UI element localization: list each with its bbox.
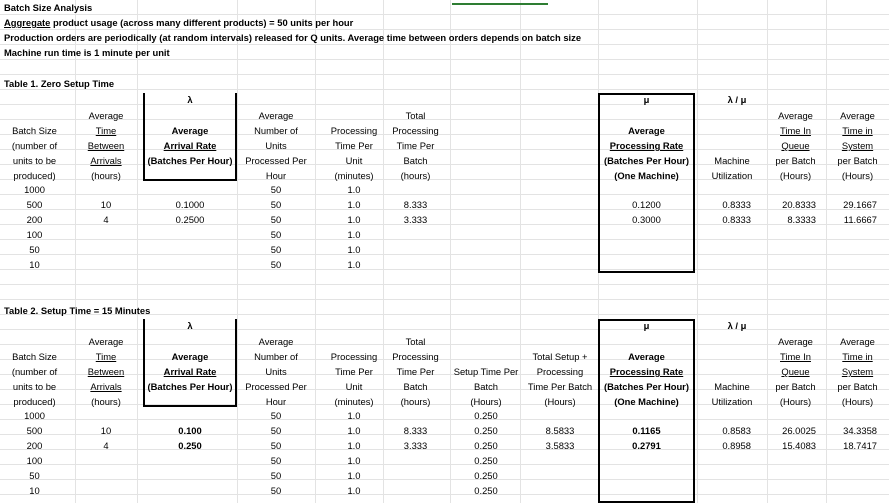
header-units-processed-line: Units bbox=[265, 140, 287, 151]
cell-tba: 10 bbox=[100, 425, 112, 436]
cell-ptu: 1.0 bbox=[347, 425, 361, 436]
header-avg-time-line: (hours) bbox=[91, 170, 121, 181]
cell-setup: 0.250 bbox=[474, 455, 498, 466]
cell-rate: 0.100 bbox=[178, 425, 202, 436]
header-proc-rate-line: (One Machine) bbox=[614, 170, 679, 181]
cell-util: 0.8958 bbox=[722, 440, 751, 451]
header-arrival-rate-line: (Batches Per Hour) bbox=[147, 381, 233, 392]
header-proc-rate-line: (One Machine) bbox=[614, 396, 679, 407]
header-total-proc-line: Total bbox=[405, 110, 426, 121]
cell-ptu: 1.0 bbox=[347, 485, 361, 496]
header-total-proc-line: Total bbox=[405, 336, 426, 347]
cell-prate: 0.2791 bbox=[632, 440, 661, 451]
header-units-processed-line: Average bbox=[258, 336, 294, 347]
cell-batch: 10 bbox=[29, 259, 40, 270]
cell-ptu: 1.0 bbox=[347, 410, 361, 421]
header-avg-time-line: Between bbox=[87, 140, 125, 151]
cell-wq: 15.4083 bbox=[782, 440, 816, 451]
cell-ptu: 1.0 bbox=[347, 440, 361, 451]
cell-tsp: 8.5833 bbox=[545, 425, 575, 436]
header-batch-size-line: produced) bbox=[13, 170, 56, 181]
cell-setup: 0.250 bbox=[474, 470, 498, 481]
header-system-time-line: Time in bbox=[842, 125, 873, 136]
header-avg-time-line: Average bbox=[88, 336, 124, 347]
cell-util: 0.8333 bbox=[722, 214, 751, 225]
cell-tba: 4 bbox=[103, 440, 109, 451]
table2-lambda-mu-symbol: λ / μ bbox=[727, 320, 747, 331]
cell-ptu: 1.0 bbox=[347, 455, 361, 466]
cell-batch: 50 bbox=[29, 470, 40, 481]
table1-lambda-box bbox=[143, 93, 237, 181]
header-queue-time-line: (Hours) bbox=[779, 170, 812, 181]
header-system-time-line: Time in bbox=[842, 351, 873, 362]
grid-row-line bbox=[0, 254, 889, 255]
header-proc-rate-line: (Batches Per Hour) bbox=[604, 155, 689, 166]
cell-setup: 0.250 bbox=[474, 410, 498, 421]
table2-lambda-box bbox=[143, 319, 237, 407]
grid-row-line bbox=[0, 89, 889, 90]
header-queue-time-line: Average bbox=[778, 336, 813, 347]
header-total-setup-proc-line: Processing bbox=[536, 366, 584, 377]
header-batch-size-line: Batch Size bbox=[12, 125, 57, 136]
table1-lambda-symbol: λ bbox=[187, 94, 193, 105]
header-avg-time-line: Arrivals bbox=[90, 155, 122, 166]
header-system-time-line: (Hours) bbox=[841, 170, 874, 181]
selected-cell-indicator bbox=[452, 0, 548, 5]
header-proc-time-unit-line: (minutes) bbox=[334, 170, 374, 181]
header-units-processed-line: Hour bbox=[265, 396, 287, 407]
header-system-time-line: System bbox=[841, 140, 874, 151]
header-arrival-rate-line: Average bbox=[171, 351, 209, 362]
header-total-proc-line: Processing bbox=[392, 125, 439, 136]
grid-row-line bbox=[0, 14, 889, 15]
grid-row-line bbox=[0, 419, 889, 420]
header-proc-time-unit-line: Processing bbox=[330, 125, 378, 136]
header-queue-time-line: per Batch bbox=[775, 381, 816, 392]
header-total-proc-line: Batch bbox=[403, 155, 428, 166]
header-utilization-line: Machine bbox=[714, 155, 750, 166]
production-orders-note: Production orders are periodically (at random intervals) released for Q units. Average time between orders depends on batch size bbox=[4, 32, 582, 43]
table1-mu-symbol: μ bbox=[643, 94, 650, 105]
header-units-processed-line: Processed Per bbox=[245, 381, 307, 392]
header-total-setup-proc-line: (Hours) bbox=[544, 396, 576, 407]
grid-row-line bbox=[0, 464, 889, 465]
cell-setup: 0.250 bbox=[474, 485, 498, 496]
grid-row-line bbox=[0, 239, 889, 240]
header-queue-time-line: Time In bbox=[780, 125, 811, 136]
header-proc-time-unit-line: Unit bbox=[345, 381, 363, 392]
header-total-proc-line: Time Per bbox=[396, 366, 435, 377]
table1-mu-box bbox=[598, 93, 695, 273]
aggregate-usage-note bbox=[4, 17, 353, 29]
header-proc-time-unit-line: Unit bbox=[345, 155, 363, 166]
header-units-processed-line: Number of bbox=[254, 351, 298, 362]
cell-tba: 10 bbox=[100, 199, 112, 210]
cell-batch: 500 bbox=[26, 199, 43, 210]
cell-batch: 10 bbox=[29, 485, 40, 496]
cell-ptu: 1.0 bbox=[347, 184, 361, 195]
header-queue-time-line: per Batch bbox=[775, 155, 816, 166]
cell-units: 50 bbox=[270, 425, 282, 436]
cell-batch: 50 bbox=[29, 244, 40, 255]
cell-units: 50 bbox=[270, 244, 282, 255]
header-queue-time-line: Queue bbox=[781, 140, 810, 151]
cell-ptu: 1.0 bbox=[347, 259, 361, 270]
cell-batch: 100 bbox=[26, 229, 43, 240]
header-batch-size-line: Batch Size bbox=[12, 351, 57, 362]
cell-setup: 0.250 bbox=[474, 425, 498, 436]
header-proc-rate-line: Average bbox=[628, 125, 665, 136]
header-units-processed-line: Processed Per bbox=[245, 155, 307, 166]
cell-ws: 34.3358 bbox=[843, 425, 877, 436]
header-units-processed-line: Average bbox=[258, 110, 294, 121]
table1-title: Table 1. Zero Setup Time bbox=[4, 78, 115, 89]
grid-row-line bbox=[0, 194, 889, 195]
header-proc-rate-line: Average bbox=[628, 351, 665, 362]
cell-units: 50 bbox=[270, 410, 282, 421]
header-proc-time-unit-line: Processing bbox=[330, 351, 378, 362]
header-avg-time-line: Arrivals bbox=[90, 381, 122, 392]
header-proc-time-unit-line: Time Per bbox=[335, 140, 373, 151]
header-proc-time-unit-line: Time Per bbox=[335, 366, 373, 377]
header-arrival-rate-line: Arrival Rate bbox=[163, 366, 217, 377]
header-system-time-line: Average bbox=[840, 110, 875, 121]
header-batch-size-line: units to be bbox=[12, 155, 57, 166]
grid-row-line bbox=[0, 284, 889, 285]
header-avg-time-line: Time bbox=[95, 351, 117, 362]
table1-lambda-mu-symbol: λ / μ bbox=[727, 94, 747, 105]
header-total-proc-line: Batch bbox=[403, 381, 428, 392]
cell-tot: 8.333 bbox=[403, 199, 428, 210]
table2-mu-box bbox=[598, 319, 695, 503]
aggregate-usage-text: product usage (across many different products) = 50 units per hour bbox=[50, 17, 354, 28]
cell-units: 50 bbox=[270, 485, 282, 496]
cell-units: 50 bbox=[270, 214, 282, 225]
cell-units: 50 bbox=[270, 199, 282, 210]
header-queue-time-line: Queue bbox=[781, 366, 810, 377]
cell-wq: 26.0025 bbox=[782, 425, 816, 436]
cell-setup: 0.250 bbox=[474, 440, 498, 451]
header-system-time-line: (Hours) bbox=[841, 396, 874, 407]
header-total-setup-proc-line: Time Per Batch bbox=[527, 381, 593, 392]
sheet-title: Batch Size Analysis bbox=[4, 2, 93, 13]
cell-units: 50 bbox=[270, 455, 282, 466]
header-queue-time-line: Time In bbox=[780, 351, 811, 362]
header-batch-size-line: (number of bbox=[11, 366, 58, 377]
header-proc-rate-line: Processing Rate bbox=[609, 140, 684, 151]
cell-units: 50 bbox=[270, 470, 282, 481]
header-utilization-line: Utilization bbox=[711, 170, 753, 181]
grid-row-line bbox=[0, 479, 889, 480]
grid-row-line bbox=[0, 59, 889, 60]
grid-row-line bbox=[0, 269, 889, 270]
table2-title: Table 2. Setup Time = 15 Minutes bbox=[4, 305, 151, 316]
header-queue-time-line: (Hours) bbox=[779, 396, 812, 407]
header-arrival-rate-line: Arrival Rate bbox=[163, 140, 217, 151]
cell-batch: 1000 bbox=[24, 410, 45, 421]
header-avg-time-line: Average bbox=[88, 110, 124, 121]
table2-lambda-symbol: λ bbox=[187, 320, 193, 331]
header-setup-time-batch-line: Batch bbox=[474, 381, 498, 392]
cell-tba: 4 bbox=[103, 214, 109, 225]
cell-util: 0.8333 bbox=[722, 199, 751, 210]
header-utilization-line: Utilization bbox=[711, 396, 753, 407]
header-batch-size-line: units to be bbox=[12, 381, 57, 392]
aggregate-word: Aggregate bbox=[4, 17, 51, 28]
cell-tot: 3.333 bbox=[403, 440, 428, 451]
header-queue-time-line: Average bbox=[778, 110, 813, 121]
cell-ptu: 1.0 bbox=[347, 229, 361, 240]
grid-column-line bbox=[137, 0, 138, 503]
cell-prate: 0.1165 bbox=[632, 425, 661, 436]
cell-prate: 0.3000 bbox=[632, 214, 661, 225]
cell-ptu: 1.0 bbox=[347, 470, 361, 481]
cell-util: 0.8583 bbox=[722, 425, 751, 436]
cell-prate: 0.1200 bbox=[632, 199, 661, 210]
header-system-time-line: System bbox=[841, 366, 874, 377]
cell-units: 50 bbox=[270, 440, 282, 451]
grid-row-line bbox=[0, 494, 889, 495]
header-total-proc-line: Time Per bbox=[396, 140, 435, 151]
cell-tot: 8.333 bbox=[403, 425, 428, 436]
cell-tot: 3.333 bbox=[403, 214, 428, 225]
header-proc-time-unit-line: (minutes) bbox=[334, 396, 374, 407]
machine-run-time-note: Machine run time is 1 minute per unit bbox=[4, 47, 170, 58]
table2-mu-symbol: μ bbox=[643, 320, 650, 331]
header-setup-time-batch-line: Setup Time Per bbox=[453, 366, 519, 377]
grid-row-line bbox=[0, 299, 889, 300]
grid-row-line bbox=[0, 44, 889, 45]
header-avg-time-line: Time bbox=[95, 125, 117, 136]
cell-batch: 200 bbox=[26, 214, 43, 225]
cell-ptu: 1.0 bbox=[347, 214, 361, 225]
grid-row-line bbox=[0, 74, 889, 75]
cell-batch: 1000 bbox=[24, 184, 45, 195]
grid-row-line bbox=[0, 29, 889, 30]
header-proc-rate-line: (Batches Per Hour) bbox=[604, 381, 689, 392]
cell-tsp: 3.5833 bbox=[545, 440, 575, 451]
header-utilization-line: Machine bbox=[714, 381, 750, 392]
header-setup-time-batch-line: (Hours) bbox=[470, 396, 502, 407]
cell-units: 50 bbox=[270, 259, 282, 270]
cell-rate: 0.1000 bbox=[175, 199, 205, 210]
header-avg-time-line: (hours) bbox=[91, 396, 121, 407]
cell-ws: 29.1667 bbox=[843, 199, 877, 210]
header-total-setup-proc-line: Total Setup + bbox=[532, 351, 588, 362]
header-avg-time-line: Between bbox=[87, 366, 125, 377]
cell-ws: 11.6667 bbox=[843, 214, 877, 225]
header-arrival-rate-line: Average bbox=[171, 125, 209, 136]
header-system-time-line: per Batch bbox=[837, 381, 878, 392]
cell-batch: 100 bbox=[26, 455, 43, 466]
cell-batch: 200 bbox=[26, 440, 43, 451]
cell-wq: 20.8333 bbox=[782, 199, 816, 210]
header-total-proc-line: Processing bbox=[392, 351, 439, 362]
header-arrival-rate-line: (Batches Per Hour) bbox=[147, 155, 233, 166]
cell-batch: 500 bbox=[26, 425, 43, 436]
header-units-processed-line: Hour bbox=[265, 170, 287, 181]
cell-units: 50 bbox=[270, 229, 282, 240]
header-system-time-line: per Batch bbox=[837, 155, 878, 166]
header-proc-rate-line: Processing Rate bbox=[609, 366, 684, 377]
cell-wq: 8.3333 bbox=[787, 214, 816, 225]
cell-units: 50 bbox=[270, 184, 282, 195]
header-units-processed-line: Number of bbox=[254, 125, 298, 136]
cell-rate: 0.250 bbox=[178, 440, 202, 451]
header-total-proc-line: (hours) bbox=[400, 396, 431, 407]
header-total-proc-line: (hours) bbox=[400, 170, 431, 181]
header-system-time-line: Average bbox=[840, 336, 875, 347]
cell-rate: 0.2500 bbox=[175, 214, 205, 225]
header-batch-size-line: (number of bbox=[11, 140, 58, 151]
cell-ptu: 1.0 bbox=[347, 244, 361, 255]
cell-ws: 18.7417 bbox=[843, 440, 877, 451]
cell-ptu: 1.0 bbox=[347, 199, 361, 210]
header-batch-size-line: produced) bbox=[13, 396, 56, 407]
header-units-processed-line: Units bbox=[265, 366, 287, 377]
